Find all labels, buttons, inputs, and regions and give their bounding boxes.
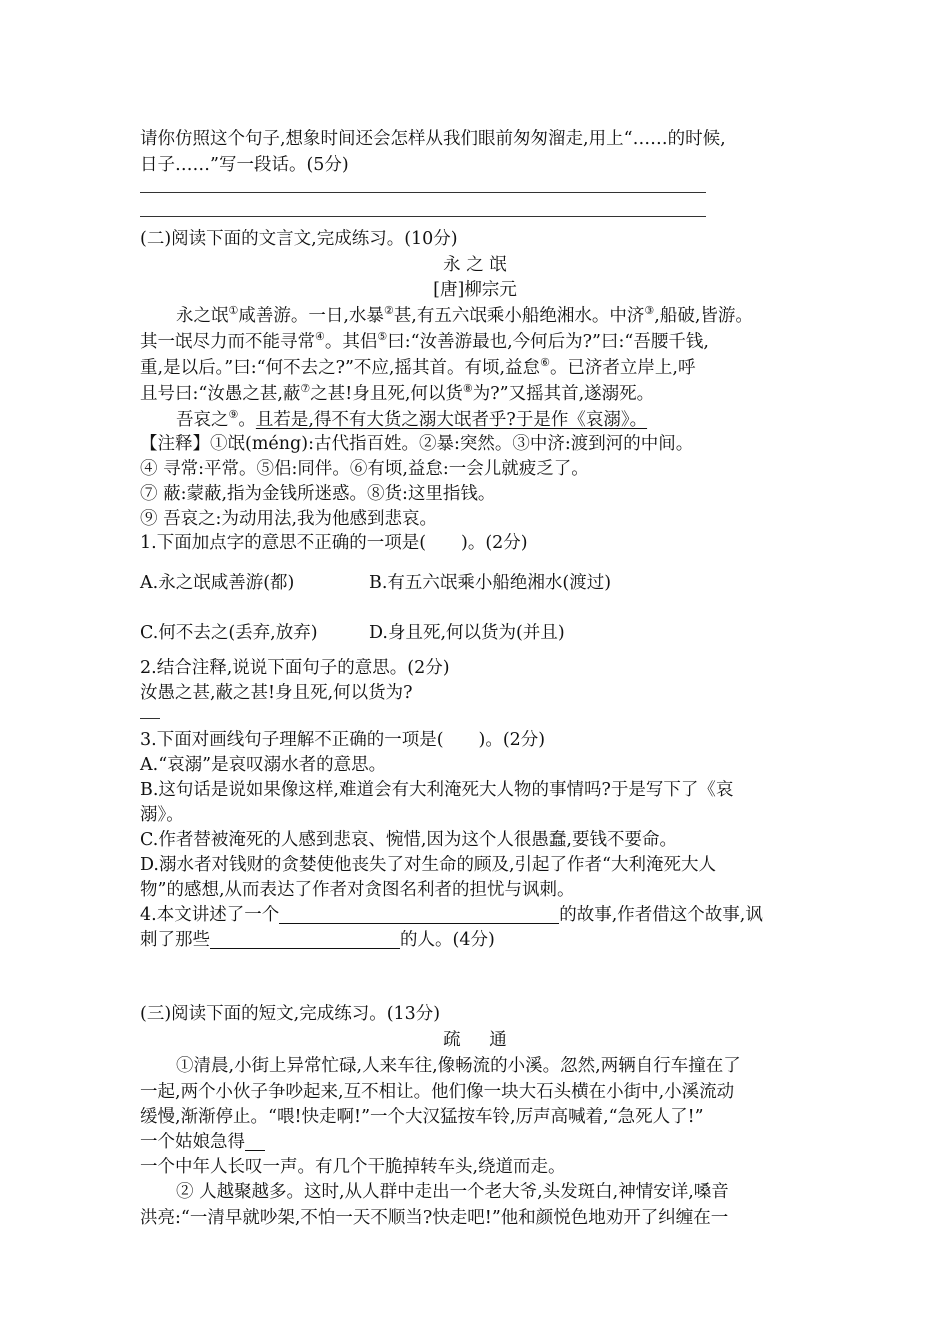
passage-line: 重,是以后。”曰:“何不去之?”不应,摇其首。有顷,益怠⑥。已济者立岸上,呼 [140,356,696,378]
passage-line: 且号曰:“汝愚之甚,蔽⑦之甚!身且死,何以货⑧为?”又摇其首,遂溺死。 [140,382,655,404]
passage-line: 其一氓尽力而不能寻常④。其侣⑤曰:“汝善游最也,今何后为?”曰:“吾腰千钱, [140,330,709,352]
task-text-line: 日子……”写一段话。(5分) [140,155,349,175]
question-4: 4.本文讲述了一个 的故事,作者借这个故事,讽 [140,905,763,925]
question-2: 2.结合注释,说说下面句子的意思。(2分) [140,658,450,678]
fill-blank[interactable] [210,930,400,949]
question-3: 3.下面对画线句子理解不正确的一项是( )。(2分) [140,730,546,750]
passage-line: 永之氓①咸善游。一日,水暴②甚,有五六氓乘小船绝湘水。中济③,船破,皆游。 [176,304,753,326]
poem-author: [唐]柳宗元 [433,280,517,300]
option-a[interactable]: A.“哀溺”是哀叹溺水者的意思。 [140,755,387,775]
answer-line[interactable] [140,192,706,193]
fill-blank[interactable] [245,1132,265,1151]
note-line: ④ 寻常:平常。⑤侣:同伴。⑥有顷,益怠:一会儿就疲乏了。 [140,459,589,479]
underlined-sentence: 且若是,得不有大货之溺大氓者乎?于是作《哀溺》。 [255,410,648,430]
option-d-cont[interactable]: 物”的感想,从而表达了作者对贪图名利者的担忧与讽刺。 [140,880,575,900]
passage-line: ② 人越聚越多。这时,从人群中走出一个老大爷,头发斑白,神情安详,嗓音 [176,1182,729,1202]
passage-title: 疏 通 [443,1030,507,1050]
option-a[interactable]: A.永之氓咸善游(都) [140,573,295,593]
option-d[interactable]: D.溺水者对钱财的贪婪使他丧失了对生命的顾及,引起了作者“大利淹死大人 [140,855,716,875]
passage-line: 缓慢,渐渐停止。“喂!快走啊!”一个大汉猛按车铃,厉声高喊着,“急死人了!” [140,1107,704,1127]
question-1: 1.下面加点字的意思不正确的一项是( )。(2分) [140,533,528,553]
question-4-cont: 刺了那些 的人。(4分) [140,930,495,950]
passage-line: 一个中年人长叹一声。有几个干脆掉转车头,绕道而走。 [140,1157,566,1177]
passage-line: ①清晨,小街上异常忙碌,人来车往,像畅流的小溪。忽然,两辆自行车撞在了 [176,1056,741,1076]
passage-line: 洪亮:“一清早就吵架,不怕一天不顺当?快走吧!”他和颜悦色地劝开了纠缠在一 [140,1208,729,1228]
note-line: ⑦ 蔽:蒙蔽,指为金钱所迷惑。⑧货:这里指钱。 [140,484,496,504]
poem-title: 永 之 氓 [443,255,507,275]
question-2-sentence: 汝愚之甚,蔽之甚!身且死,何以货为? [140,683,413,703]
answer-line[interactable] [140,718,160,719]
section-heading: (三)阅读下面的短文,完成练习。(13分) [140,1004,441,1024]
option-c[interactable]: C.作者替被淹死的人感到悲哀、惋惜,因为这个人很愚蠢,要钱不要命。 [140,830,677,850]
task-text-line: 请你仿照这个句子,想象时间还会怎样从我们眼前匆匆溜走,用上“……的时候, [140,129,726,149]
section-heading: (二)阅读下面的文言文,完成练习。(10分) [140,229,458,249]
answer-line[interactable] [140,216,706,217]
passage-line: 一个姑娘急得 [140,1129,265,1155]
passage-line: 一起,两个小伙子争吵起来,互不相让。他们像一块大石头横在小街中,小溪流动 [140,1082,735,1102]
note-line: ⑨ 吾哀之:为动用法,我为他感到悲哀。 [140,509,438,529]
option-c[interactable]: C.何不去之(丢弃,放弃) [140,623,318,643]
option-b[interactable]: B.有五六氓乘小船绝湘水(渡过) [369,573,612,593]
option-d[interactable]: D.身且死,何以货为(并且) [369,623,565,643]
option-b-cont[interactable]: 溺》。 [140,805,184,825]
fill-blank[interactable] [279,905,559,924]
note-line: 【注释】①氓(méng):古代指百姓。②暴:突然。③中济:渡到河的中间。 [140,434,694,454]
passage-line: 吾哀之⑨。且若是,得不有大货之溺大氓者乎?于是作《哀溺》。 [176,408,648,430]
option-b[interactable]: B.这句话是说如果像这样,难道会有大利淹死大人物的事情吗?于是写下了《哀 [140,780,734,800]
